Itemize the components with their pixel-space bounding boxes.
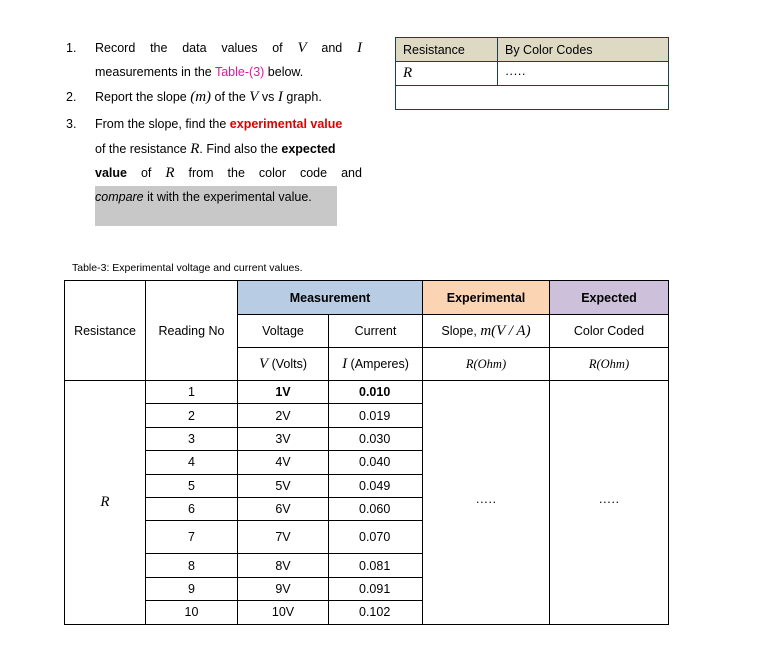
item1-line2: measurements in the Table-(3) below. <box>95 65 304 79</box>
current-cell[interactable]: 0.070 <box>329 521 423 554</box>
current-cell[interactable]: 0.040 <box>329 451 423 474</box>
var-i: I <box>357 40 362 56</box>
reading-no: 8 <box>146 554 238 577</box>
voltage-cell[interactable]: 7V <box>238 521 329 554</box>
experimental-result[interactable]: ····· <box>423 381 550 625</box>
table-reference-link[interactable]: Table-(3) <box>214 65 265 79</box>
header-color-coded: Color Coded <box>550 315 669 348</box>
current-cell[interactable]: 0.049 <box>329 474 423 497</box>
current-cell[interactable]: 0.019 <box>329 404 423 427</box>
table-caption: Table-3: Experimental voltage and current values. <box>72 262 303 274</box>
reading-no: 3 <box>146 427 238 450</box>
color-code-value[interactable]: ····· <box>498 62 669 86</box>
header-voltage: Voltage <box>238 315 329 348</box>
item3-line3: value of R from the color code and <box>95 165 362 181</box>
voltage-cell[interactable]: 2V <box>238 404 329 427</box>
row-resistance-label: R <box>65 381 146 625</box>
current-cell[interactable]: 0.081 <box>329 554 423 577</box>
header-measurement: Measurement <box>238 281 423 315</box>
experimental-value-highlight: experimental value <box>229 117 343 131</box>
unit-amperes: I (Amperes) <box>329 348 423 381</box>
header-expected: Expected <box>550 281 669 315</box>
current-cell[interactable]: 0.030 <box>329 427 423 450</box>
reading-no: 5 <box>146 474 238 497</box>
resistance-symbol: R <box>403 65 413 81</box>
voltage-cell[interactable]: 3V <box>238 427 329 450</box>
reading-no: 1 <box>146 381 238 404</box>
item3-line4: compare it with the experimental value. <box>95 190 312 204</box>
var-v: V <box>297 40 307 56</box>
item-number-2: 2. <box>66 90 77 104</box>
reading-no: 2 <box>146 404 238 427</box>
expected-result[interactable]: ····· <box>550 381 669 625</box>
reading-no: 7 <box>146 521 238 554</box>
resistance-color-code-table <box>395 37 669 110</box>
current-cell[interactable]: 0.102 <box>329 601 423 624</box>
voltage-cell[interactable]: 9V <box>238 577 329 600</box>
header-current: Current <box>329 315 423 348</box>
header-color-codes: By Color Codes <box>498 38 669 62</box>
voltage-cell[interactable]: 5V <box>238 474 329 497</box>
item-number-1: 1. <box>66 41 77 55</box>
voltage-cell[interactable]: 1V <box>238 381 329 404</box>
reading-no: 4 <box>146 451 238 474</box>
reading-no: 6 <box>146 497 238 520</box>
header-resistance: Resistance <box>396 38 498 62</box>
reading-no: 9 <box>146 577 238 600</box>
unit-ohm-expected: R(Ohm) <box>550 348 669 381</box>
item1-line1: Record the data values of V and I <box>95 40 362 56</box>
voltage-current-table <box>64 280 669 625</box>
voltage-cell[interactable]: 6V <box>238 497 329 520</box>
voltage-cell[interactable]: 10V <box>238 601 329 624</box>
header-experimental: Experimental <box>423 281 550 315</box>
item2-line1: Report the slope (m) of the V vs I graph. <box>95 89 322 105</box>
current-cell[interactable]: 0.010 <box>329 381 423 404</box>
voltage-cell[interactable]: 4V <box>238 451 329 474</box>
header-reading-no: Reading No <box>146 315 238 348</box>
unit-ohm-experimental: R(Ohm) <box>423 348 550 381</box>
current-cell[interactable]: 0.091 <box>329 577 423 600</box>
current-cell[interactable]: 0.060 <box>329 497 423 520</box>
item3-line1: From the slope, find the experimental value <box>95 117 343 131</box>
header-resistance-col: Resistance <box>65 315 146 348</box>
voltage-cell[interactable]: 8V <box>238 554 329 577</box>
reading-no: 10 <box>146 601 238 624</box>
unit-volts: V (Volts) <box>238 348 329 381</box>
header-slope: Slope, m(V / A) <box>423 315 550 348</box>
item-number-3: 3. <box>66 117 77 131</box>
item3-line2: of the resistance R. Find also the expected <box>95 141 336 157</box>
